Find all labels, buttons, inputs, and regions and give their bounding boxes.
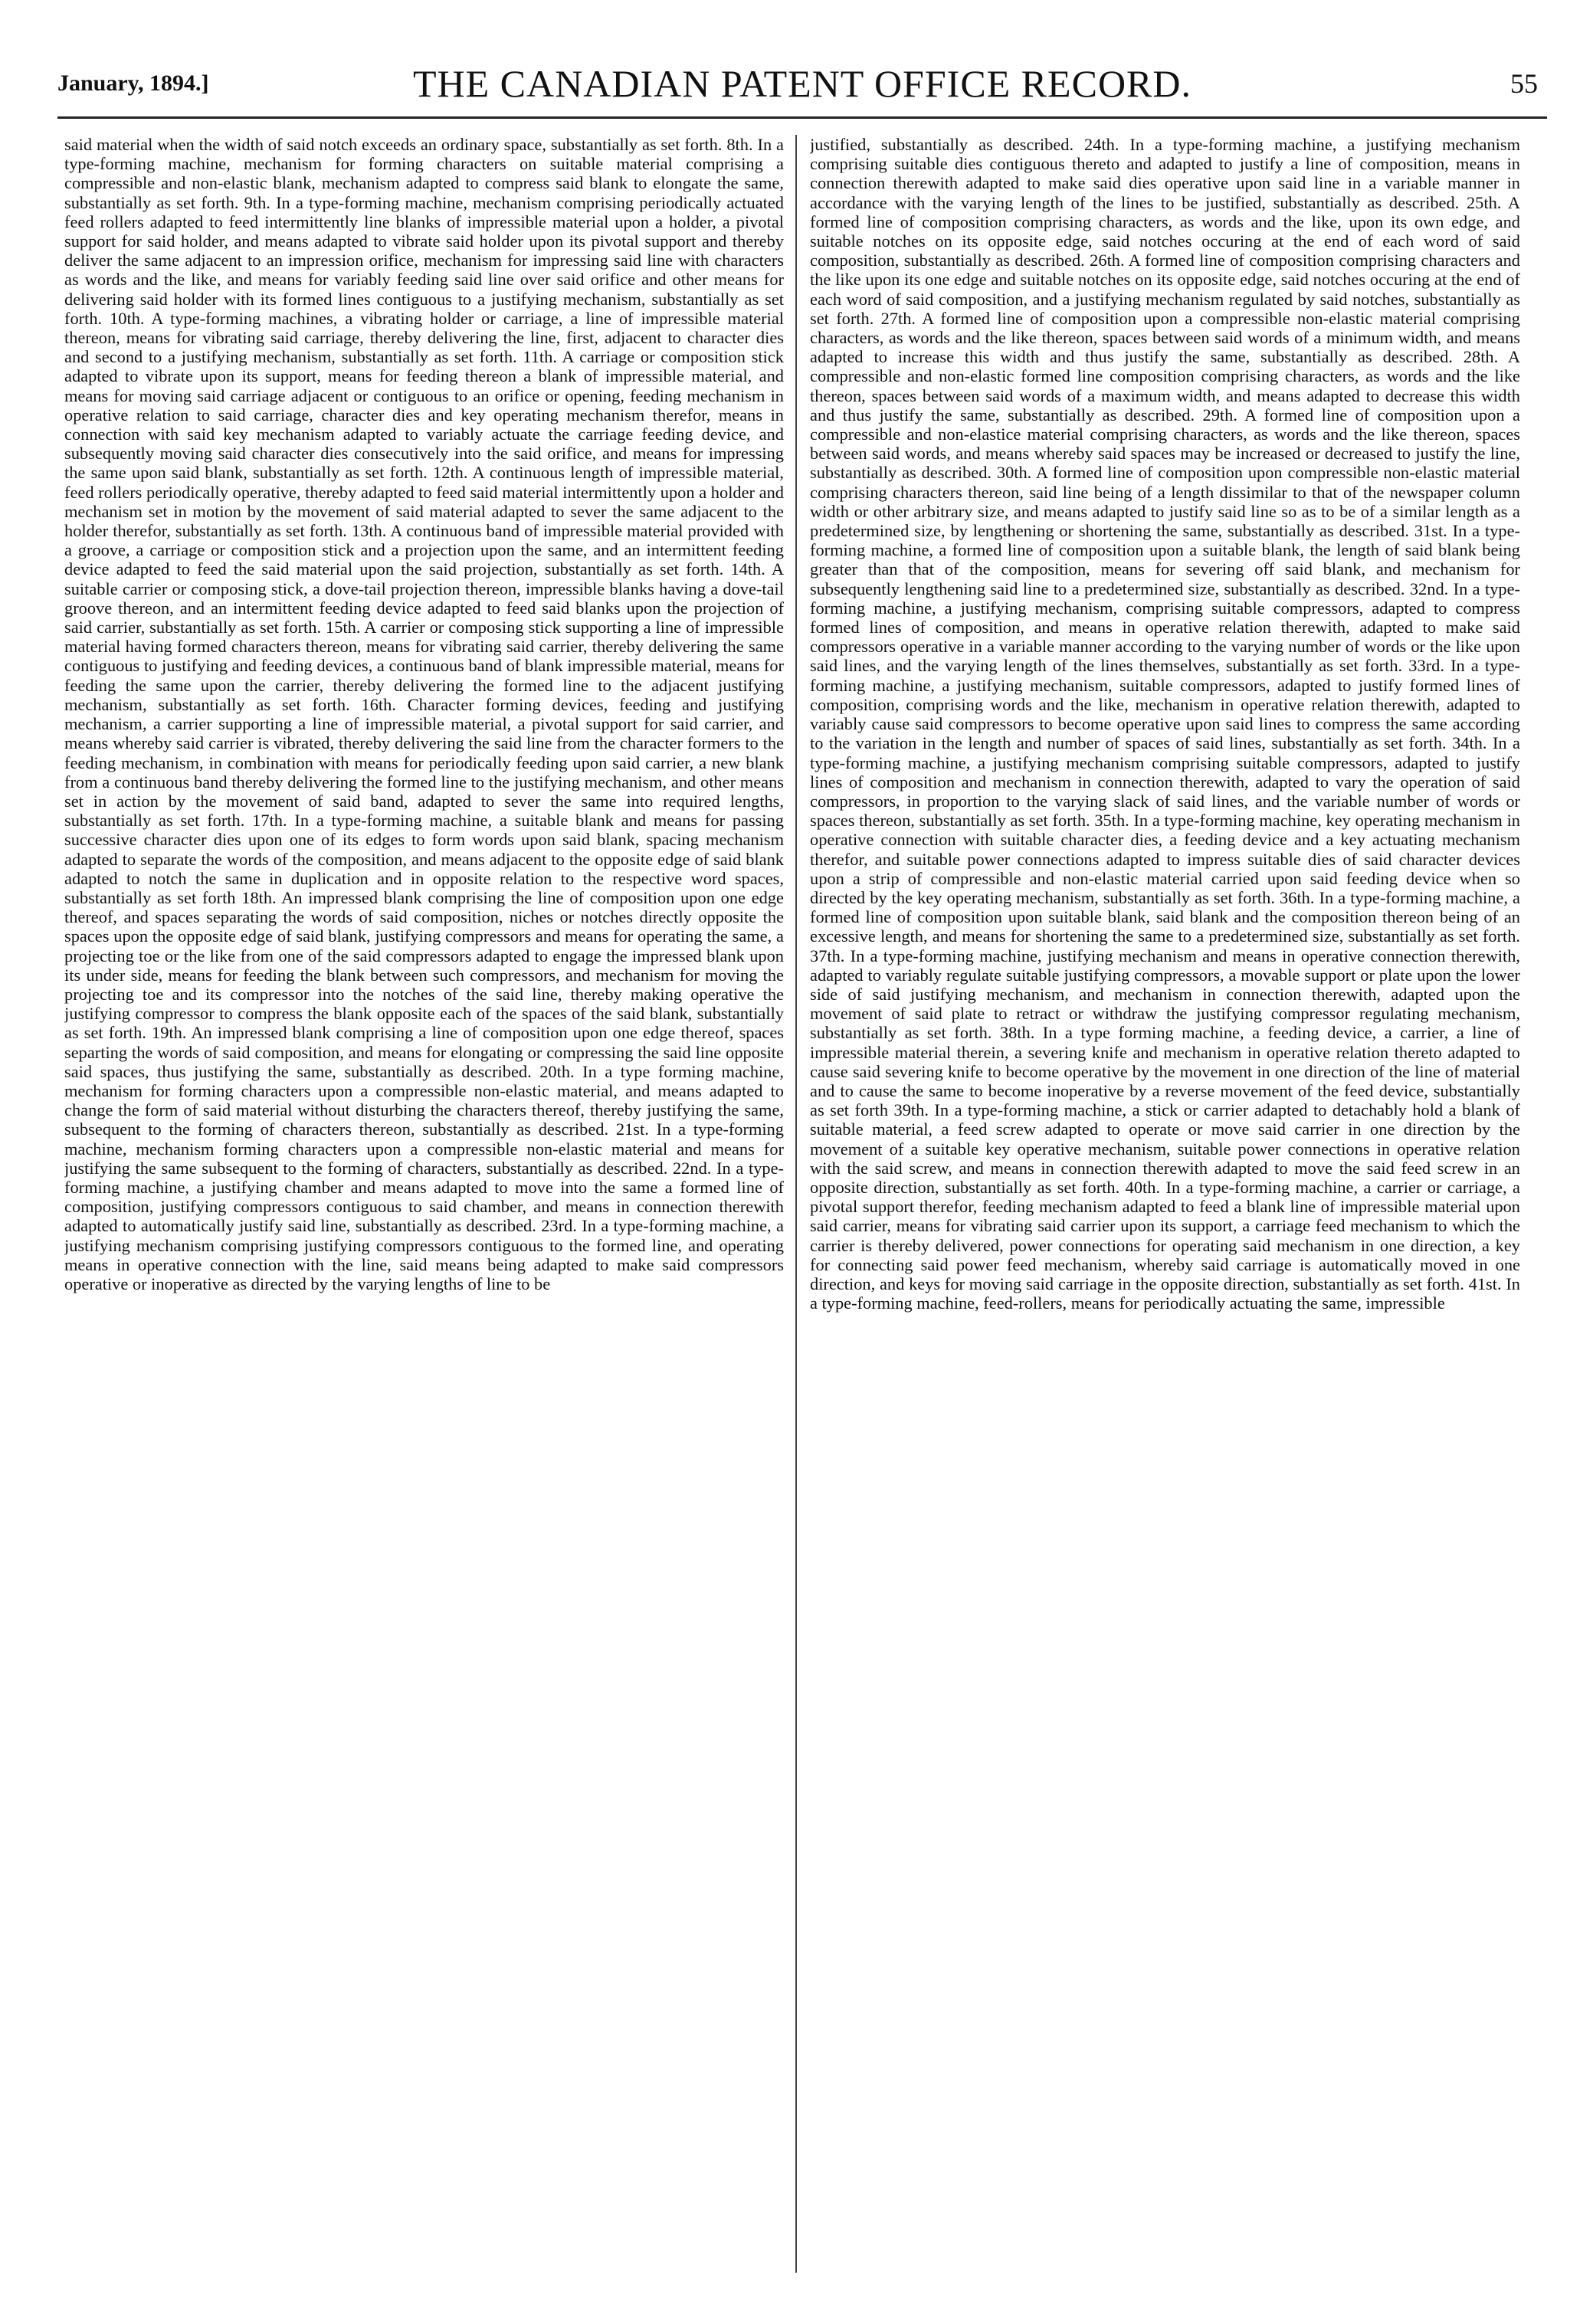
header-rule [57, 116, 1547, 119]
right-column-text: justified, substantially as described. 24th. In a type-forming machine, a justifying mechanism comprising suitable dies contiguous thereto and adapted to justify a line of composition, means in connection therewith adapted to make said dies operative upon said line in a variable manner in accordance with the varying length of the lines to be justified, substantially as described. 25th. A formed line of composition comprising characters, as words and the like, upon its own edge, and suitable notches on its opposite edge, said notches occuring at the end of each word of said composition, substantially as described. 26th. A formed line of composition comprising characters and the like upon its one edge and suitable notches on its opposite edge, said notches occuring at the end of each word of said composition, and a justifying mechanism regulated by said notches, substantially as set forth. 27th. A formed line of composition upon a compressible non-elastic material comprising characters, as words and the like thereon, spaces between said words of a minimum width, and means adapted to increase this width and thus justify the same, substantially as described. 28th. A compressible and non-elastic formed line composition comprising characters, as words and the like thereon, spaces between said words of a maximum width, and means adapted to decrease this width and thus justify the same, substantially as described. 29th. A formed line of composition upon a compressible and non-elastice material comprising characters, as words and the like thereon, spaces between said words, and means whereby said spaces may be increased or decreased to justify the line, substantially as described. 30th. A formed line of composition upon compressible non-elastic material comprising characters thereon, said line being of a length dissimilar to that of the newspaper column width or other arbitrary size, and means adapted to justify said line so as to be of a similar length as a predetermined size, by lengthening or shortening the same, substantially as described. 31st. In a type-forming machine, a formed line of composition upon a suitable blank, the length of said blank being greater than that of the composition, means for severing off said blank, and mechanism for subsequently lengthening said line to a predetermined size, substantially as described. 32nd. In a type-forming machine, a justifying mechanism, comprising suitable compressors, adapted to compress formed lines of composition, and means in operative relation therewith, adapted to make said compressors operative in a variable manner according to the varying number of words or the like upon said lines, and the varying length of the lines themselves, substantially as set forth. 33rd. In a type-forming machine, a justifying mechanism, suitable compressors, adapted to justify formed lines of composition, comprising words and the like, mechanism in operative relation therewith, adapted to variably cause said compressors to become operative upon said lines to compress the same according to the variation in the length and number of spaces of said lines, substantially as set forth. 34th. In a type-forming machine, a justifying mechanism comprising suitable compressors, adapted to justify lines of composition and mechanism in connection therewith, adapted to vary the operation of said compressors, in proportion to the varying slack of said lines, and the variable number of words or spaces thereon, substantially as set forth. 35th. In a type-forming machine, key operating mechanism in operative connection with suitable character dies, a feeding device and a key actuating mechanism therefor, and suitable power connections adapted to impress suitable dies of said character devices upon a strip of compressible and non-elastic material carried upon said feeding device when so directed by the key operating mechanism, substantially as set forth. 36th. In a type-forming machine, a formed line of composition upon suitable blank, said blank and the composition thereon being of an excessive length, and means for shortening the same to a predetermined size, substantially as set forth. 37th. In a type-forming machine, justifying mechanism and means in operative connection therewith, adapted to variably regulate suitable justifying compressors, a movable support or plate upon the lower side of said justifying mechanism, and mechanism in connection therewith, adapted upon the movement of said plate to retract or withdraw the justifying compressor regulating mechanism, substantially as set forth. 38th. In a type forming machine, a feeding device, a carrier, a line of impressible material therein, a severing knife and mechanism in operative relation thereto adapted to cause said severing knife to become operative by the movement in one direction of the line of material and to cause the same to become inoperative by a reverse movement of the feed device, substantially as set forth 39th. In a type-forming machine, a stick or carrier adapted to detachably hold a blank of suitable material, a feed screw adapted to operate or move said carrier in one direction by the movement of a suitable key operative mechanism, suitable power connections in operative relation with the said screw, and means in connection therewith adapted to move the said feed screw in an opposite direction, substantially as set forth. 40th. In a type-forming machine, a carrier or carriage, a pivotal support therefor, feeding mechanism adapted to feed a blank line of impressible material upon said carrier, means for vibrating said carrier upon its support, a carriage feed mechanism to which the carrier is thereby delivered, power connections for operating said mechanism in one direction, a key for connecting said power feed mechanism, whereby said carriage is automatically moved in one direction, and keys for moving said carriage in the opposite direction, substantially as set forth. 41st. In a type-forming machine, feed-rollers, means for periodically actuating the same, impressible [810, 135, 1520, 1313]
column-divider [795, 135, 797, 2273]
left-column-text: said material when the width of said notch exceeds an ordinary space, substantially as set forth. 8th. In a type-forming machine, mechanism for forming characters on suitable material comprising a compressible and non-elastic blank, mechanism adapted to compress said blank to elongate the same, substantially as set forth. 9th. In a type-forming machine, mechanism comprising periodically actuated feed rollers adapted to feed intermittently line blanks of impressible material upon a holder, a pivotal support for said holder, and means adapted to vibrate said holder upon its pivotal support and thereby deliver the same adjacent to an impression orifice, mechanism for impressing said line with characters as words and the like, and means for variably feeding said line over said orifice and other means for delivering said holder with its formed lines contiguous to a justifying mechanism, substantially as set forth. 10th. A type-forming machines, a vibrating holder or carriage, a line of impressible material thereon, means for vibrating said carriage, thereby delivering the line, first, adjacent to character dies and second to a justifying mechanism, substantially as set forth. 11th. A carriage or composition stick adapted to vibrate upon its support, means for feeding thereon a blank of impressible material, and means for moving said carriage adjacent or contiguous to an orifice or opening, feeding mechanism in operative relation to said carriage, character dies and key operating mechanism therefor, means in connection with said key mechanism adapted to variably actuate the carriage feeding device, and subsequently moving said character dies consecutively into the said orifice, and means for impressing the same upon said blank, substantially as set forth. 12th. A continuous length of impressible material, feed rollers periodically operative, thereby adapted to feed said material intermittently upon a holder and mechanism set in motion by the movement of said material adapted to sever the same adjacent to the holder therefor, substantially as set forth. 13th. A continuous band of impressible material provided with a groove, a carriage or composition stick and a projection upon the same, and an intermittent feeding device adapted to feed the said material upon the said projection, substantially as set forth. 14th. A suitable carrier or composing stick, a dove-tail projection thereon, impressible blanks having a dove-tail groove thereon, and an intermittent feeding device adapted to feed said blanks upon the projection of said carrier, substantially as set forth. 15th. A carrier or composing stick supporting a line of impressible material having formed characters thereon, means for vibrating said carrier, thereby delivering the same contiguous to justifying and feeding devices, a continuous band of blank impressible material, means for feeding the same upon the carrier, thereby delivering the formed line to the adjacent justifying mechanism, substantially as set forth. 16th. Character forming devices, feeding and justifying mechanism, a carrier supporting a line of impressible material, a pivotal support for said carrier, and means whereby said carrier is vibrated, thereby delivering the said line from the character formers to the feeding mechanism, in combination with means for periodically feeding upon said carrier, a new blank from a continuous band thereby delivering the formed line to the justifying mechanism, and other means set in action by the movement of said band, adapted to sever the same into required lengths, substantially as set forth. 17th. In a type-forming machine, a suitable blank and means for passing successive character dies upon one of its edges to form words upon said blank, spacing mechanism adapted to separate the words of the composition, and means adjacent to the opposite edge of said blank adapted to notch the same in duplication and in opposite relation to the respective word spaces, substantially as set forth 18th. An impressed blank comprising the line of composition upon one edge thereof, and spaces separating the words of said composition, niches or notches directly opposite the spaces upon the opposite edge of said blank, justifying compressors and means for operating the same, a projecting toe or the like from one of the said compressors adapted to engage the impressed blank upon its under side, means for feeding the blank between such compressors, and mechanism for moving the projecting toe and its compressor into the notches of the said line, thereby making operative the justifying compressor to compress the blank opposite each of the spaces of the said blank, substantially as set forth. 19th. An impressed blank comprising a line of composition upon one edge thereof, spaces separting the words of said composition, and means for elongating or compressing the said line opposite said spaces, thus justifying the same, substantially as described. 20th. In a type forming machine, mechanism for forming characters upon a compressible non-elastic material, and means adapted to change the form of said material without disturbing the characters thereof, thereby justifying the same, subsequent to the forming of characters thereon, substantially as described. 21st. In a type-forming machine, mechanism forming characters upon a compressible non-elastic material and means for justifying the same subsequent to the forming of characters, substantially as described. 22nd. In a type-forming machine, a justifying chamber and means adapted to move into the same a formed line of composition, justifying compressors contiguous to said chamber, and means in connection therewith adapted to automatically justify said line, substantially as described. 23rd. In a type-forming machine, a justifying mechanism comprising justifying compressors contiguous to the formed line, and operating means in operative connection with the line, said means being adapted to make said compressors operative or inoperative as directed by the varying lengths of line to be [64, 135, 784, 1293]
publication-title: THE CANADIAN PATENT OFFICE RECORD. [412, 62, 1192, 105]
page-header [57, 48, 1547, 109]
page-number: 55 [1510, 68, 1538, 99]
header-date: January, 1894.] [57, 70, 209, 96]
